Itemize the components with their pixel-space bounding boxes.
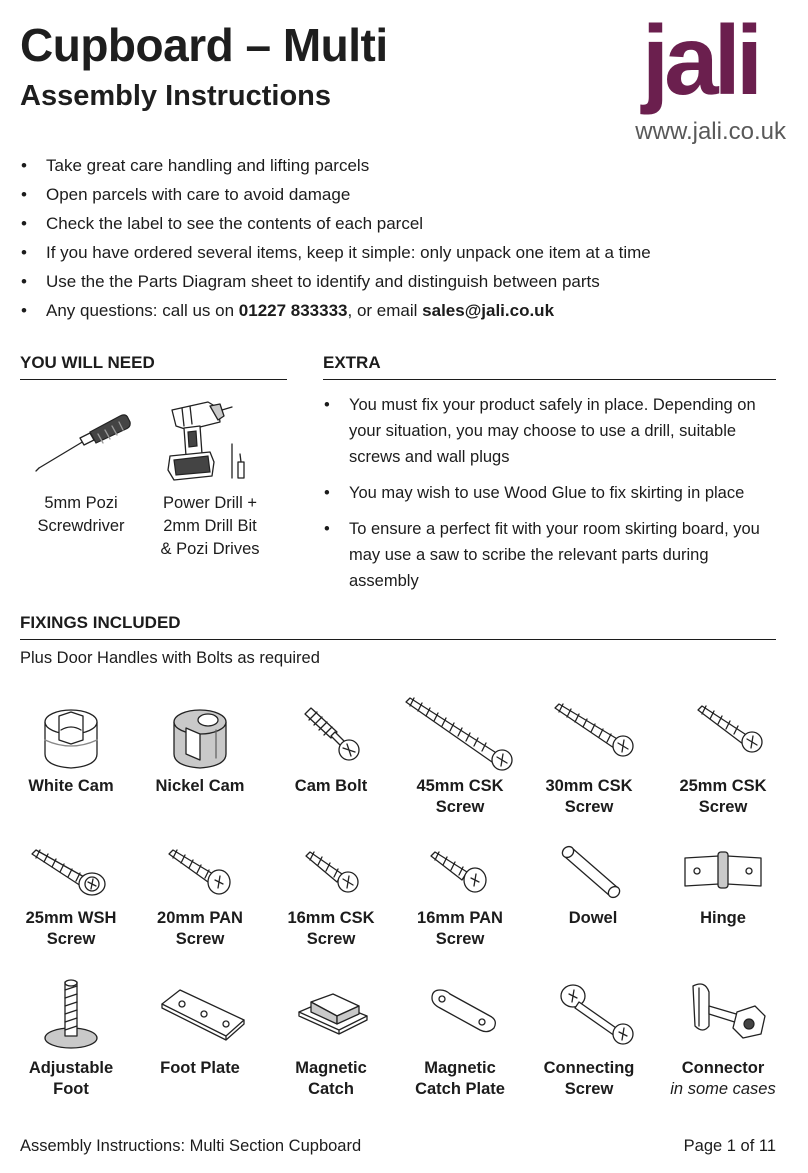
- connector-icon: [673, 976, 773, 1058]
- fixing-connector: [658, 976, 788, 1100]
- foot-plate-icon: [150, 976, 250, 1058]
- fixing-label-line: 20mm PAN: [157, 909, 243, 927]
- fixing-label-line: Connector: [681, 1059, 765, 1077]
- fixing-label-line: Dowel: [568, 909, 618, 927]
- intro-bullet: • Take great care handling and lifting parcels: [20, 153, 760, 182]
- tool-label-line: 5mm Pozi: [44, 494, 118, 512]
- fixing-label: [266, 1058, 396, 1100]
- fixing-label: [135, 776, 265, 797]
- csk-screw-30-icon: [539, 700, 639, 776]
- fixing-label-line: Nickel Cam: [155, 777, 245, 795]
- screwdriver-icon: [34, 408, 134, 472]
- fixing-nickel-cam: [135, 700, 265, 797]
- fixing-label-line: Screw: [564, 1080, 614, 1098]
- fixing-label-line: 25mm WSH: [25, 909, 117, 927]
- magnetic-catch-icon: [281, 976, 381, 1058]
- fixing-label-line: 25mm CSK: [679, 777, 767, 795]
- fixings-note: Plus Door Handles with Bolts as required: [20, 649, 320, 667]
- intro-bullet-list: [20, 153, 760, 327]
- fixing-label-line: Screw: [698, 798, 748, 816]
- fixing-25mm-wsh-screw: [6, 842, 136, 950]
- fixing-label-line: 16mm PAN: [417, 909, 503, 927]
- fixing-label: [658, 1058, 788, 1079]
- tool-label-line: Power Drill +: [163, 494, 257, 512]
- contact-mid: , or email: [347, 301, 423, 320]
- intro-bullet: • Check the label to see the contents of each parcel: [20, 211, 760, 240]
- intro-bullet: • Open parcels with care to avoid damage: [20, 182, 760, 211]
- fixing-label: [395, 908, 525, 950]
- magnetic-catch-plate-icon: [410, 976, 510, 1058]
- fixing-note: in some cases: [670, 1080, 776, 1098]
- fixing-label-line: Screw: [435, 930, 485, 948]
- page-subtitle: Assembly Instructions: [20, 80, 332, 112]
- intro-bullet: • If you have ordered several items, keep it simple: only unpack one item at a time: [20, 240, 760, 269]
- pan-screw-20-icon: [155, 842, 245, 908]
- fixing-label-line: Foot: [53, 1080, 89, 1098]
- dowel-icon: [548, 842, 638, 908]
- fixing-label-line: Screw: [175, 930, 225, 948]
- tool-label-line: 2mm Drill Bit: [163, 517, 257, 535]
- fixing-label-line: Screw: [46, 930, 96, 948]
- fixing-hinge: [658, 842, 788, 929]
- fixing-label: [6, 776, 136, 797]
- power-drill-label: [145, 492, 275, 561]
- fixings-heading: FIXINGS INCLUDED: [20, 613, 776, 640]
- fixing-adjustable-foot: [6, 976, 136, 1100]
- fixing-label-line: Screw: [564, 798, 614, 816]
- fixing-label-line: Magnetic: [295, 1059, 367, 1077]
- fixing-25mm-csk-screw: [658, 700, 788, 818]
- extra-item: • You may wish to use Wood Glue to fix skirting in place: [323, 480, 763, 506]
- extra-item: • To ensure a perfect fit with your room skirting board, you may use a saw to scribe the relevant parts during assembly: [323, 516, 763, 594]
- fixing-label: [395, 1058, 525, 1100]
- extra-item: • You must fix your product safely in place. Depending on your situation, you may choose to use a drill, suitable screws and wall plugs: [323, 392, 763, 470]
- email-link[interactable]: sales@jali.co.uk: [422, 301, 555, 320]
- fixing-label: [395, 776, 525, 818]
- fixing-label-line: Catch: [308, 1080, 354, 1098]
- fixing-connecting-screw: [524, 976, 654, 1100]
- connecting-screw-icon: [539, 976, 639, 1058]
- jali-logo: [612, 12, 792, 124]
- tool-label-line: & Pozi Drives: [160, 540, 260, 558]
- intro-bullet: • Use the the Parts Diagram sheet to identify and distinguish between parts: [20, 269, 760, 298]
- fixing-white-cam: [6, 700, 136, 797]
- fixing-magnetic-catch-plate: [395, 976, 525, 1100]
- contact-prefix: Any questions: call us on: [46, 301, 239, 320]
- fixing-label-line: 16mm CSK: [287, 909, 375, 927]
- fixing-label-line: Foot Plate: [160, 1059, 240, 1077]
- fixing-label: [135, 908, 265, 950]
- fixing-label-line: Hinge: [700, 909, 746, 927]
- fixing-label-line: 45mm CSK: [416, 777, 504, 795]
- cam-bolt-icon: [291, 700, 371, 776]
- fixing-label-line: White Cam: [28, 777, 114, 795]
- fixing-label-line: Screw: [306, 930, 356, 948]
- csk-screw-25-icon: [678, 700, 768, 776]
- fixing-label: [6, 1058, 136, 1100]
- fixing-label: [658, 776, 788, 818]
- csk-screw-16-icon: [286, 842, 376, 908]
- jali-logo-text: jali: [641, 12, 759, 115]
- fixing-magnetic-catch: [266, 976, 396, 1100]
- fixing-45mm-csk-screw: [395, 694, 525, 818]
- you-will-need-heading: YOU WILL NEED: [20, 353, 287, 380]
- fixing-label-line: Adjustable: [28, 1059, 114, 1077]
- fixing-label: [528, 908, 658, 929]
- page-title: Cupboard – Multi: [20, 19, 388, 71]
- fixing-16mm-pan-screw: [395, 842, 525, 950]
- footer-document-title: Assembly Instructions: Multi Section Cupboard: [20, 1137, 362, 1155]
- wsh-screw-25-icon: [26, 842, 116, 908]
- adjustable-foot-icon: [26, 976, 116, 1058]
- extra-list: [323, 392, 763, 604]
- phone-number[interactable]: 01227 833333: [238, 301, 348, 320]
- extra-heading: EXTRA: [323, 353, 776, 380]
- fixing-label-line: Screw: [435, 798, 485, 816]
- fixing-dowel: [528, 842, 658, 929]
- fixing-foot-plate: [135, 976, 265, 1079]
- fixing-label: [266, 776, 396, 797]
- tool-label-line: Screwdriver: [37, 517, 125, 535]
- pan-screw-16-icon: [415, 842, 505, 908]
- power-drill-icon: [160, 396, 250, 486]
- fixing-label-line: Cam Bolt: [294, 777, 368, 795]
- fixing-label-line: 30mm CSK: [545, 777, 633, 795]
- fixing-label: [524, 776, 654, 818]
- white-cam-icon: [31, 700, 111, 776]
- fixing-label: [6, 908, 136, 950]
- fixing-16mm-csk-screw: [266, 842, 396, 950]
- footer-page-number: Page 1 of 11: [683, 1137, 776, 1155]
- csk-screw-45-icon: [400, 694, 520, 776]
- hinge-icon: [673, 842, 773, 908]
- intro-bullet-contact: [20, 298, 760, 327]
- fixing-label: [524, 1058, 654, 1100]
- fixing-cam-bolt: [266, 700, 396, 797]
- fixing-20mm-pan-screw: [135, 842, 265, 950]
- fixing-label-line: Catch Plate: [415, 1080, 505, 1098]
- screwdriver-label: [21, 492, 141, 538]
- website-link[interactable]: www.jali.co.uk: [635, 118, 786, 145]
- fixing-label: [266, 908, 396, 950]
- fixing-label-line: Connecting: [543, 1059, 635, 1077]
- fixing-label: [658, 908, 788, 929]
- nickel-cam-icon: [160, 700, 240, 776]
- fixing-30mm-csk-screw: [524, 700, 654, 818]
- fixing-label: [135, 1058, 265, 1079]
- fixing-label-line: Magnetic: [424, 1059, 496, 1077]
